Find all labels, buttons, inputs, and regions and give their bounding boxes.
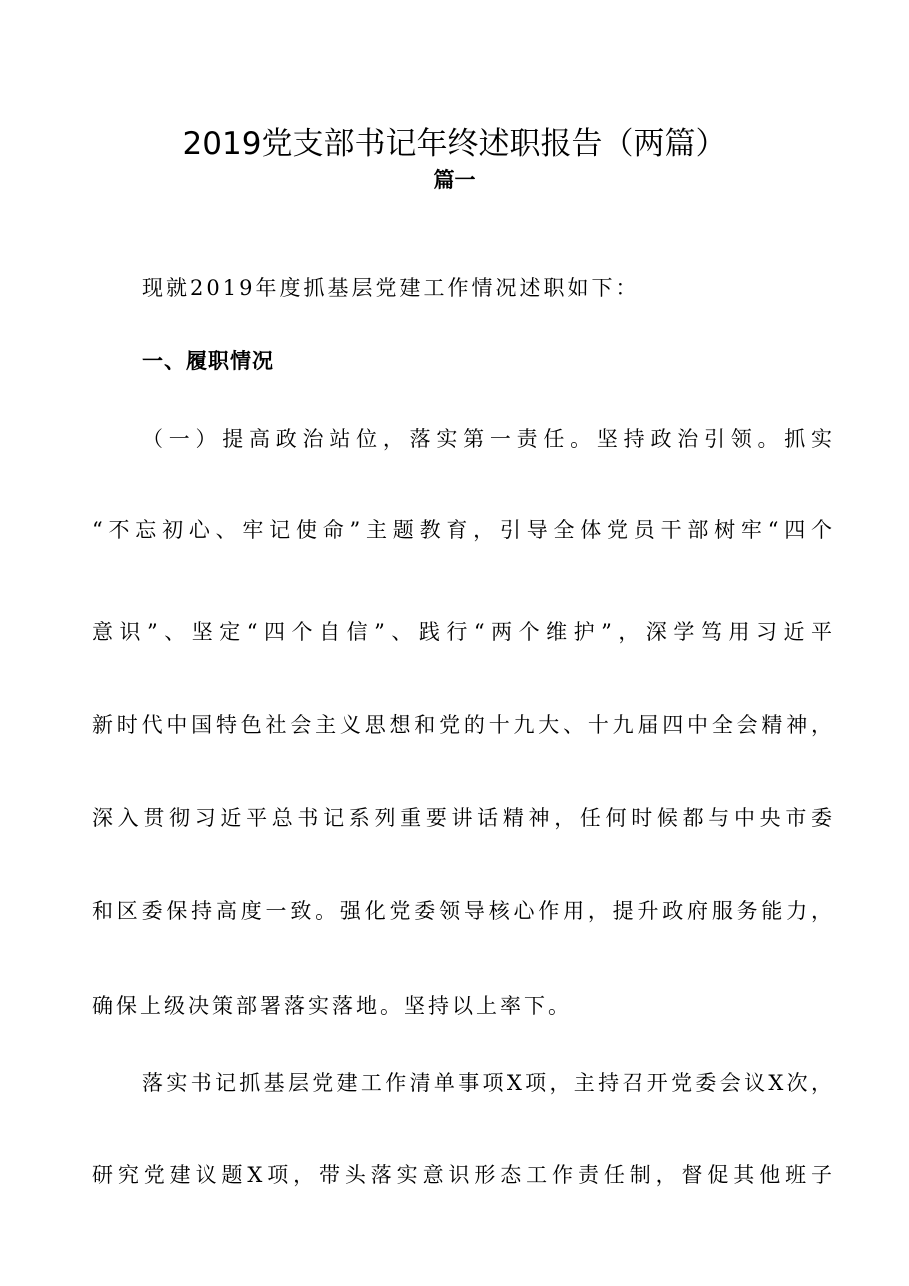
paragraph-line: 确保上级决策部署落实落地。坚持以上率下。	[92, 994, 572, 1018]
paragraph-line: “不忘初心、牢记使命”主题教育，引导全体党员干部树牢“四个	[92, 518, 832, 542]
paragraph-line: 研究党建议题X项，带头落实意识形态工作责任制，督促其他班子	[92, 1163, 832, 1187]
paragraph-line: 和区委保持高度一致。强化党委领导核心作用，提升政府服务能力，	[92, 899, 832, 923]
paragraph-line: 意识”、坚定“四个自信”、践行“两个维护”，深学笃用习近平	[92, 620, 832, 644]
section-heading: 一、履职情况	[142, 349, 274, 373]
paragraph-line: 深入贯彻习近平总书记系列重要讲话精神，任何时候都与中央市委	[92, 806, 832, 830]
paragraph-line: （一）提高政治站位，落实第一责任。坚持政治引领。抓实	[142, 427, 832, 451]
document-subtitle: 篇一	[433, 168, 476, 192]
paragraph-line: 落实书记抓基层党建工作清单事项X项，主持召开党委会议X次，	[142, 1071, 832, 1095]
intro-paragraph: 现就2019年度抓基层党建工作情况述职如下：	[142, 276, 640, 300]
paragraph-line: 新时代中国特色社会主义思想和党的十九大、十九届四中全会精神，	[92, 713, 832, 737]
document-title: 2019党支部书记年终述职报告（两篇）	[182, 126, 727, 162]
